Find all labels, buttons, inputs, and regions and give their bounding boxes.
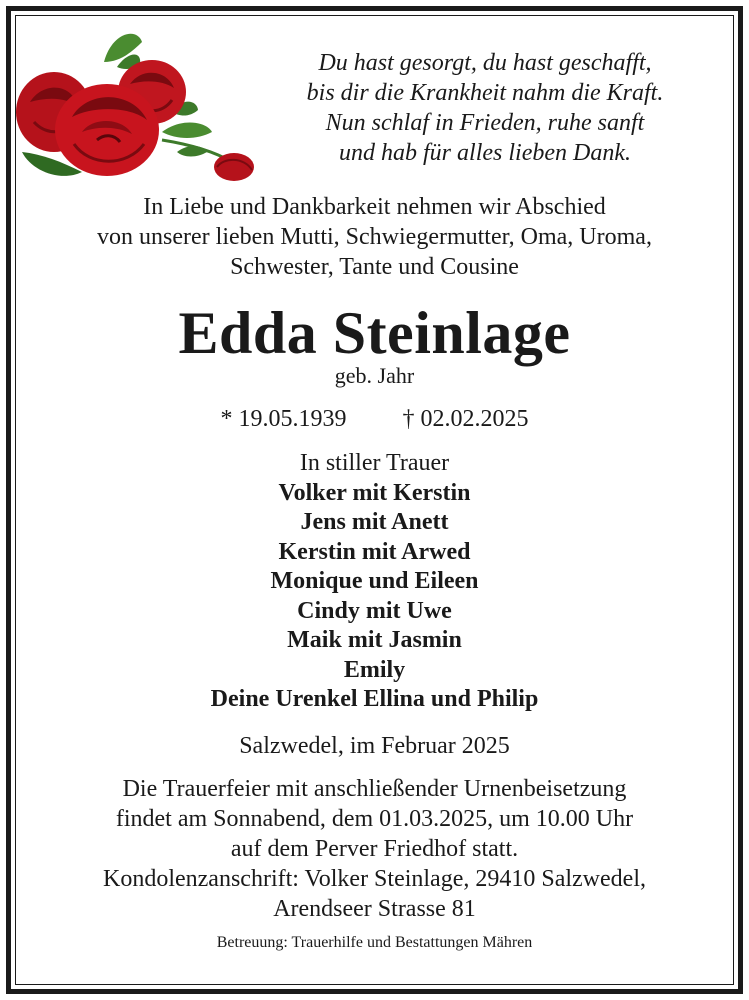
memorial-poem <box>240 48 730 168</box>
mourner-item: Deine Urenkel Ellina und Philip <box>210 686 539 712</box>
mourner-item: Kerstin mit Arwed <box>278 538 471 565</box>
deceased-name: Edda Steinlage <box>178 300 571 366</box>
condolence-address: Arendseer Strasse 81 <box>273 896 476 922</box>
mourner-item: Emily <box>343 656 406 683</box>
funeral-details <box>0 774 749 924</box>
death-date: † 02.02.2025 <box>402 406 529 432</box>
intro-line: von unserer lieben Mutti, Schwiegermutter, Oma, Uroma, <box>97 224 652 250</box>
funeral-line: findet am Sonnabend, dem 01.03.2025, um 10.00 Uhr <box>115 806 634 832</box>
mourner-item: Jens mit Anett <box>300 509 449 535</box>
mourner-item: Cindy mit Uwe <box>297 597 452 624</box>
poem-line: bis dir die Krankheit nahm die Kraft. <box>306 80 664 106</box>
mourning-heading: In stiller Trauer <box>299 450 450 476</box>
mourner-item: Maik mit Jasmin <box>287 627 462 653</box>
funeral-home-credit: Betreuung: Trauerhilfe und Bestattungen Mähren <box>216 934 533 951</box>
mourners-section <box>0 449 749 715</box>
funeral-line: Die Trauerfeier mit anschließender Urnenbeisetzung <box>122 776 627 802</box>
mourner-item: Volker mit Kerstin <box>278 479 471 506</box>
intro-line: Schwester, Tante und Cousine <box>230 254 519 280</box>
intro-line: In Liebe und Dankbarkeit nehmen wir Abschied <box>143 194 606 220</box>
red-roses-illustration <box>12 22 262 187</box>
life-dates <box>0 404 749 434</box>
farewell-intro <box>0 192 749 282</box>
funeral-line: auf dem Perver Friedhof statt. <box>230 836 519 862</box>
birth-date: * 19.05.1939 <box>220 406 347 432</box>
poem-line: Du hast gesorgt, du hast geschafft, <box>318 50 652 76</box>
condolence-address: Kondolenzanschrift: Volker Steinlage, 29410 Salzwedel, <box>103 866 646 892</box>
mourner-item: Monique und Eileen <box>270 568 479 594</box>
poem-line: und hab für alles lieben Dank. <box>339 140 631 166</box>
poem-line: Nun schlaf in Frieden, ruhe sanft <box>325 110 645 136</box>
birth-name: geb. Jahr <box>334 363 415 388</box>
mourners-list <box>0 479 749 715</box>
place-and-date: Salzwedel, im Februar 2025 <box>239 733 510 759</box>
